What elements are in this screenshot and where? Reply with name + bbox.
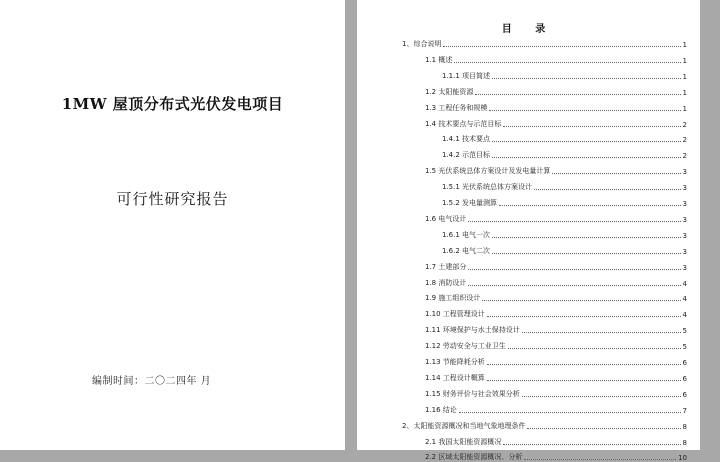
toc-entry-page: 1 — [682, 72, 687, 81]
toc-entry[interactable] — [425, 450, 687, 462]
toc-entry-title: 1.5 光伏系统总体方案设计及发电量计算 — [425, 167, 551, 176]
toc-entry-title: 2.1 我国太阳能资源概况 — [425, 437, 502, 446]
toc-leader-dots — [508, 347, 681, 349]
toc-leader-dots — [489, 109, 680, 111]
toc-entry-page: 8 — [682, 438, 687, 447]
report-subtitle: 可行性研究报告 — [116, 190, 229, 208]
toc-entry[interactable] — [442, 228, 687, 240]
toc-entry-page: 2 — [682, 120, 687, 129]
toc-entry-page: 6 — [682, 390, 687, 399]
toc-leader-dots — [503, 443, 680, 445]
toc-entry-page: 4 — [682, 279, 687, 288]
toc-entry-title: 1.16 结论 — [425, 405, 457, 414]
toc-entry-title: 1.7 土建部分 — [425, 262, 467, 271]
toc-entry-title: 1.6.2 电气二次 — [442, 246, 491, 255]
toc-entry-title: 1.1.1 项目简述 — [442, 71, 491, 80]
toc-entry[interactable] — [425, 212, 687, 224]
toc-entry[interactable] — [425, 164, 687, 176]
toc-leader-dots — [459, 411, 681, 413]
compile-date: 编制时间：二〇二四年 月 — [92, 376, 212, 387]
toc-entry[interactable] — [425, 355, 687, 367]
toc-entry-page: 1 — [682, 56, 687, 65]
toc-entry-title: 1.11 环境保护与水土保持设计 — [425, 326, 520, 335]
toc-entry[interactable] — [402, 419, 687, 431]
toc-entry-page: 3 — [682, 231, 687, 240]
toc-leader-dots — [524, 458, 676, 460]
toc-entry-title: 1.6.1 电气一次 — [442, 230, 491, 239]
toc-leader-dots — [475, 93, 680, 95]
toc-entry[interactable] — [442, 148, 687, 160]
toc-entry[interactable] — [425, 307, 687, 319]
toc-entry[interactable] — [425, 323, 687, 335]
toc-leader-dots — [492, 140, 680, 142]
toc-entry[interactable] — [425, 85, 687, 97]
toc-entry-page: 1 — [682, 104, 687, 113]
toc-leader-dots — [487, 363, 681, 365]
toc-entry-page: 8 — [682, 422, 687, 431]
toc-entry-title: 1.15 财务评价与社会效果分析 — [425, 389, 520, 398]
toc-entry-page: 1 — [682, 41, 687, 49]
toc-entry[interactable] — [425, 339, 687, 351]
toc-leader-dots — [492, 252, 680, 254]
toc-entry-title: 1、综合说明 — [402, 40, 442, 48]
toc-entry-title: 1.4 技术要点与示范目标 — [425, 119, 502, 128]
toc-leader-dots — [443, 45, 680, 47]
toc-leader-dots — [499, 204, 680, 206]
toc-leader-dots — [487, 379, 681, 381]
toc-entry[interactable] — [425, 117, 687, 129]
toc-leader-dots — [534, 188, 680, 190]
toc-entry[interactable] — [425, 101, 687, 113]
toc-entry-page: 3 — [682, 200, 687, 208]
toc-leader-dots — [468, 268, 680, 270]
toc-entry[interactable] — [425, 291, 687, 303]
toc-entry[interactable] — [425, 403, 687, 415]
toc-entry-page: 3 — [682, 168, 687, 177]
toc-entry-title: 1.14 工程设计概算 — [425, 373, 485, 382]
toc-entry-title: 1.10 工程管理设计 — [425, 310, 485, 319]
toc-entry-page: 2 — [682, 152, 687, 161]
toc-entry-title: 1.6 电气设计 — [425, 214, 467, 223]
toc-leader-dots — [527, 427, 680, 429]
toc-page — [357, 0, 700, 462]
toc-entry-title: 1.9 施工组织设计 — [425, 294, 481, 303]
toc-leader-dots — [492, 236, 680, 238]
toc-entry[interactable] — [442, 69, 687, 81]
toc-leader-dots — [552, 172, 680, 174]
toc-leader-dots — [492, 77, 680, 79]
toc-leader-dots — [522, 331, 681, 333]
toc-entry-page: 6 — [682, 374, 687, 383]
toc-entry-title: 1.3 工程任务和规模 — [425, 103, 488, 112]
toc-entry-page: 10 — [678, 454, 687, 462]
toc-entry-title: 1.13 节能降耗分析 — [425, 358, 485, 366]
toc-entry[interactable] — [425, 371, 687, 383]
toc-entry-title: 1.1 概述 — [425, 55, 453, 64]
toc-leader-dots — [487, 315, 681, 317]
toc-entry-page: 7 — [682, 406, 687, 415]
toc-entry-page: 5 — [682, 343, 687, 352]
toc-entry-page: 3 — [682, 247, 687, 256]
toc-entry-page: 1 — [682, 88, 687, 97]
toc-entry-title: 1.8 消防设计 — [425, 278, 467, 287]
toc-leader-dots — [468, 284, 680, 286]
toc-entry[interactable] — [442, 196, 687, 208]
toc-entry-title: 1.2 太阳能资源 — [425, 87, 474, 96]
toc-leader-dots — [503, 125, 680, 127]
toc-entry[interactable] — [425, 260, 687, 272]
toc-entry[interactable] — [425, 276, 687, 288]
toc-entry[interactable] — [442, 244, 687, 256]
toc-entry-title: 2.2 区域太阳能资源概况、分析 — [425, 453, 523, 462]
toc-entry-title: 1.5.1 光伏系统总体方案设计 — [442, 183, 533, 192]
toc-entry-page: 6 — [682, 359, 687, 367]
toc-leader-dots — [482, 299, 680, 301]
toc-entry-page: 3 — [682, 184, 687, 193]
toc-entry[interactable] — [425, 387, 687, 399]
toc-leader-dots — [454, 61, 680, 63]
toc-entry-page: 2 — [682, 136, 687, 145]
toc-entry-page: 3 — [682, 215, 687, 224]
cover-page — [0, 0, 345, 450]
toc-heading: 目 录 — [501, 24, 556, 35]
toc-entry-page: 4 — [682, 295, 687, 304]
project-title: 1MW 屋顶分布式光伏发电项目 — [61, 95, 284, 113]
toc-leader-dots — [468, 220, 680, 222]
toc-entry[interactable] — [442, 180, 687, 192]
toc-entry-title: 1.5.2 发电量测算 — [442, 199, 498, 207]
toc-entry-page: 3 — [682, 263, 687, 272]
toc-entry-page: 5 — [682, 327, 687, 336]
toc-entry-page: 4 — [682, 311, 687, 320]
toc-entry-title: 1.4.2 示范目标 — [442, 151, 491, 160]
toc-entry[interactable] — [442, 132, 687, 144]
toc-leader-dots — [522, 395, 681, 397]
toc-entry-title: 1.12 劳动安全与工业卫生 — [425, 342, 506, 351]
toc-entry[interactable] — [425, 53, 687, 65]
toc-entry[interactable] — [425, 435, 687, 447]
toc-entry[interactable] — [402, 37, 687, 49]
toc-leader-dots — [492, 156, 680, 158]
toc-entry-title: 2、太阳能资源概况和当地气象地理条件 — [402, 421, 526, 430]
toc-entry-title: 1.4.1 技术要点 — [442, 135, 491, 144]
